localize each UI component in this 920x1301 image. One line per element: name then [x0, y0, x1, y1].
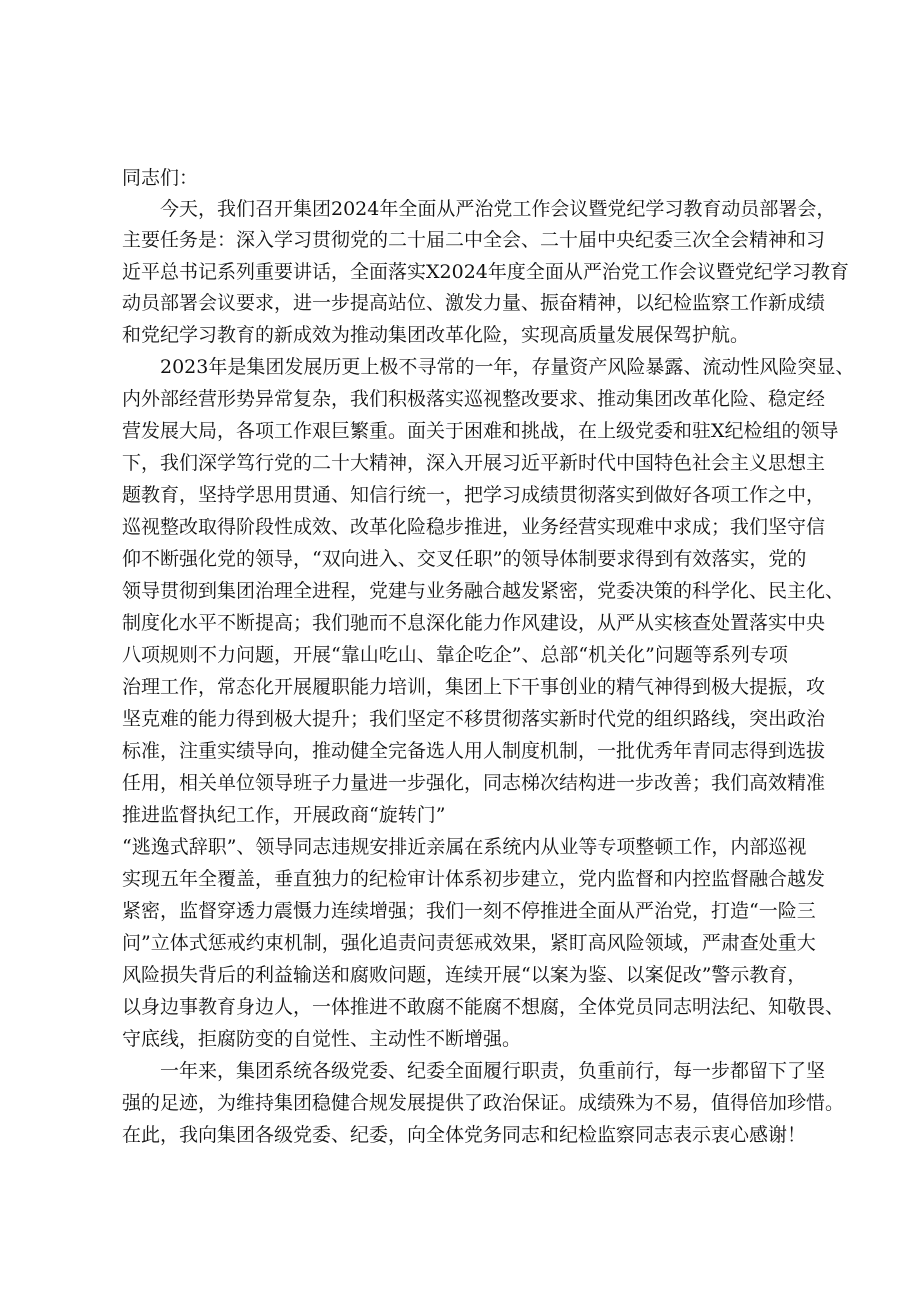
paragraph-2-line-9: 制度化水平不断提高；我们驰而不息深化能力作风建设，从严从实核查处置落实中央	[122, 612, 826, 634]
salutation: 同志们：	[122, 167, 199, 189]
paragraph-2-line-21: 以身边事教育身边人，一体推进不敢腐不能腐不想腐，全体党员同志明法纪、知敬畏、	[122, 996, 845, 1018]
paragraph-2-line-19: 问”立体式惩戒约束机制，强化追责问责惩戒效果，紧盯高风险领域，严肃查处重大	[122, 932, 816, 954]
paragraph-2-line-11: 治理工作，常态化开展履职能力培训，集团上下干事创业的精气神得到极大提振，攻	[122, 676, 826, 698]
paragraph-2-line-10: 八项规则不力问题，开展“靠山吃山、靠企吃企”、总部“机关化”问题等系列专项	[122, 644, 788, 666]
paragraph-3-line-2: 强的足迹，为维持集团稳健合规发展提供了政治保证。成绩殊为不易，值得倍加珍惜。	[122, 1092, 845, 1114]
paragraph-2-line-6: 巡视整改取得阶段性成效、改革化险稳步推进，业务经营实现难中求成；我们坚守信	[122, 516, 826, 538]
paragraph-2-line-22: 守底线，拒腐防变的自觉性、主动性不断增强。	[122, 1028, 522, 1050]
paragraph-1-line-1: 今天，我们召开集团2024年全面从严治党工作会议暨党纪学习教育动员部署会，	[160, 198, 836, 220]
paragraph-2-line-2: 内外部经营形势异常复杂，我们积极落实巡视整改要求、推动集团改革化险、稳定经	[122, 388, 826, 410]
paragraph-3-line-3: 在此，我向集团各级党委、纪委，向全体党务同志和纪检监察同志表示衷心感谢！	[122, 1124, 807, 1146]
paragraph-1-line-4: 动员部署会议要求，进一步提高站位、激发力量、振奋精神，以纪检监察工作新成绩	[122, 292, 826, 314]
paragraph-2-line-18: 紧密，监督穿透力震慑力连续增强；我们一刻不停推进全面从严治党，打造“一险三	[122, 900, 816, 922]
paragraph-1-line-2: 主要任务是：深入学习贯彻党的二十届二中全会、二十届中央纪委三次全会精神和习	[122, 229, 826, 251]
paragraph-2-line-7: 仰不断强化党的领导，“双向进入、交叉任职”的领导体制要求得到有效落实，党的	[122, 548, 807, 570]
paragraph-1-line-5: 和党纪学习教育的新成效为推动集团改革化险，实现高质量发展保驾护航。	[122, 324, 750, 346]
paragraph-2-line-13: 标准，注重实绩导向，推动健全完备选人用人制度机制，一批优秀年青同志得到选拔	[122, 740, 826, 762]
paragraph-2-line-8: 领导贯彻到集团治理全进程，党建与业务融合越发紧密，党委决策的科学化、民主化、	[122, 580, 845, 602]
paragraph-2-line-4: 下，我们深学笃行党的二十大精神，深入开展习近平新时代中国特色社会主义思想主	[122, 452, 826, 474]
paragraph-2-line-17: 实现五年全覆盖，垂直独力的纪检审计体系初步建立，党内监督和内控监督融合越发	[122, 868, 826, 890]
paragraph-2-line-1: 2023年是集团发展历更上极不寻常的一年，存量资产风险暴露、流动性风险突显、	[160, 356, 855, 378]
paragraph-2-line-14: 任用，相关单位领导班子力量进一步强化，同志梯次结构进一步改善；我们高效精准	[122, 772, 826, 794]
paragraph-2-line-16: “逃逸式辞职”、领导同志违规安排近亲属在系统内从业等专项整顿工作，内部巡视	[122, 836, 807, 858]
paragraph-2-line-3: 营发展大局，各项工作艰巨繁重。面关于困难和挑战，在上级党委和驻X纪检组的领导	[122, 420, 839, 442]
paragraph-2-line-5: 题教育，坚持学思用贯通、知信行统一，把学习成绩贯彻落实到做好各项工作之中，	[122, 484, 826, 506]
paragraph-3-line-1: 一年来，集团系统各级党委、纪委全面履行职责，负重前行，每一步都留下了坚	[160, 1060, 826, 1082]
paragraph-1-line-3: 近平总书记系列重要讲话，全面落实X2024年度全面从严治党工作会议暨党纪学习教育	[122, 261, 849, 283]
paragraph-2-line-15: 推进监督执纪工作，开展政商“旋转门”	[122, 804, 446, 826]
paragraph-2-line-12: 坚克难的能力得到极大提升；我们坚定不移贯彻落实新时代党的组织路线，突出政治	[122, 708, 826, 730]
paragraph-2-line-20: 风险损失背后的利益输送和腐败问题，连续开展“以案为鉴、以案促改”警示教育，	[122, 964, 807, 986]
